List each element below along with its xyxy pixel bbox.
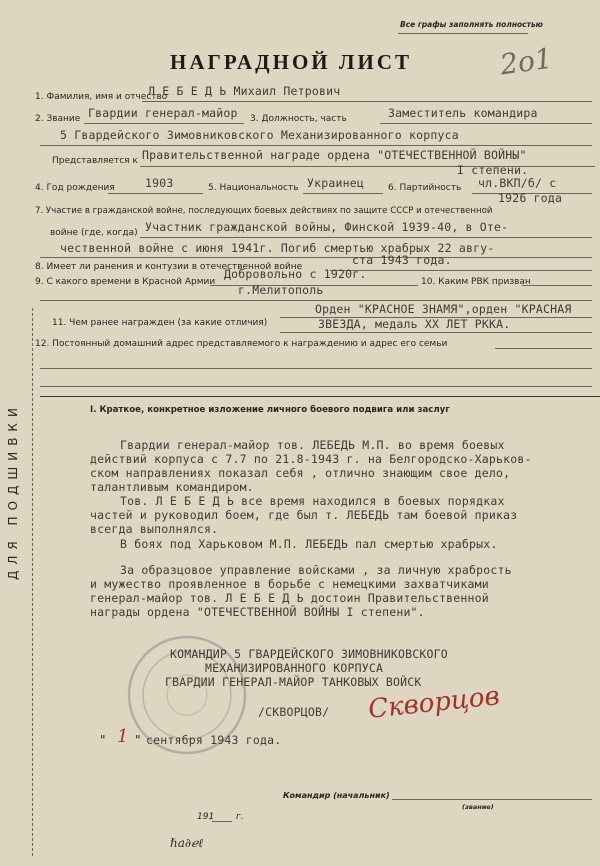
field-7-value-line2: чественной войне с июня 1941г. Погиб смертью храбрых 22 авгу- (60, 241, 495, 255)
presented-value-2: I степени. (457, 163, 529, 177)
field-11-value-line2: ЗВЕЗДА, медаль ХХ ЛЕТ РККА. (318, 317, 511, 331)
section-separator (40, 396, 600, 397)
footer-year: 191 (197, 812, 215, 822)
footer-commander-line (392, 799, 592, 800)
field-7-label-2: войне (где, когда) (50, 228, 138, 238)
commander-line2: МЕХАНИЗИРОВАННОГО КОРПУСА (205, 661, 384, 675)
field-7-line1 (140, 237, 592, 238)
field-6-value-2: 1926 года (498, 191, 563, 205)
corner-mark: ℏа∂ℯℓ (170, 836, 204, 850)
field-3-value-line1: Заместитель командира (388, 106, 538, 120)
section-heading: I. Краткое, конкретное изложение личного боевого подвига или заслуг (90, 405, 450, 415)
field-8-line (330, 270, 592, 271)
field-1-value: Л Е Б Е Д Ь Михаил Петрович (148, 84, 341, 98)
commander-line3: ГВАРДИИ ГЕНЕРАЛ-МАЙОР ТАНКОВЫХ ВОЙСК (165, 675, 422, 689)
narrative-line: Тов. Л Е Б Е Д Ь все время находился в боевых порядках (120, 494, 505, 508)
footer-year-line (212, 821, 232, 822)
field-6-value: чл.ВКП/б/ с (478, 176, 557, 190)
binding-line (32, 308, 33, 856)
field-7-value-line1: Участник гражданской войны, Финской 1939-40, в Оте- (145, 220, 509, 234)
narrative-line: ском направлениях показал себя , отлично знающим свое дело, (90, 466, 511, 480)
date-text: сентября 1943 года. (146, 733, 282, 747)
document-title: НАГРАДНОЙ ЛИСТ (170, 50, 413, 74)
field-9-value-2: г.Мелитополь (238, 283, 324, 297)
field-5-line (303, 193, 383, 194)
commander-name: /СКВОРЦОВ/ (258, 705, 330, 719)
footer-year-suffix: г. (236, 812, 244, 822)
narrative-line: генерал-майор тов. Л Е Б Е Д Ь достоин Правительственной (90, 591, 489, 605)
side-label: ДЛЯ ПОДШИВКИ (6, 402, 20, 580)
commander-signature: Скворцов (366, 681, 501, 725)
field-5-value: Украинец (307, 176, 364, 190)
field-7-label: 7. Участие в гражданской войне, последующих боевых действиях по защите СССР и отечественной (35, 206, 493, 216)
date-close-quote: " (135, 733, 141, 747)
field-9-value: Добровольно с 1920г. (224, 267, 367, 281)
footer-commander-label: Командир (начальник) (283, 791, 390, 800)
field-4-value: 1903 (145, 176, 174, 190)
narrative-line: всегда выполнялся. (90, 522, 219, 536)
field-3-value-line2: 5 Гвардейского Зимовниковского Механизированного корпуса (60, 128, 459, 142)
narrative-line: За образцовое управление войсками , за личную храбрость (120, 563, 512, 577)
field-12-line2 (40, 368, 592, 369)
field-9-label: 9. С какого времени в Красной Армии (35, 277, 216, 287)
narrative-line: В боях под Харьковом М.П. ЛЕБЕДЬ пал смертью храбрых. (120, 537, 498, 551)
field-10-label: 10. Каким РВК призван (421, 277, 531, 287)
date-day: 1 (117, 726, 129, 747)
field-7-line2 (40, 257, 592, 258)
field-4-label: 4. Год рождения (35, 183, 115, 193)
header-note: Все графы заполнять полностью (400, 20, 543, 29)
presented-value: Правительственной награде ордена "ОТЕЧЕСТВЕННОЙ ВОЙНЫ" (142, 148, 527, 162)
field-4-line (108, 193, 203, 194)
field-10-line (522, 285, 592, 286)
narrative-line: частей и руководил боем, где был т. ЛЕБЕДЬ там боевой приказ (90, 508, 518, 522)
commander-line1: КОМАНДИР 5 ГВАРДЕЙСКОГО ЗИМОВНИКОВСКОГО (170, 647, 448, 661)
field-11-label: 11. Чем ранее награжден (за какие отличия) (52, 318, 268, 328)
narrative-line: Гвардии генерал-майор тов. ЛЕБЕДЬ М.П. во время боевых (120, 438, 505, 452)
narrative-line: действий корпуса с 7.7 по 21.8-1943 г. на Белгородско-Харьков- (90, 452, 532, 466)
field-12-line1 (495, 348, 592, 349)
field-5-label: 5. Национальность (208, 183, 299, 193)
header-note-underline (398, 33, 528, 34)
field-3-line2 (40, 145, 592, 146)
field-2-value: Гвардии генерал-майор (88, 106, 238, 120)
field-12-line3 (40, 386, 592, 387)
archive-mark: 2о1 (497, 41, 555, 82)
field-2-line (84, 123, 244, 124)
presented-label: Представляется к (52, 156, 138, 166)
field-6-label: 6. Партийность (388, 183, 462, 193)
field-2-label: 2. Звание (35, 114, 81, 124)
field-8-value: ста 1943 года. (352, 253, 452, 267)
field-1-line (142, 101, 592, 102)
field-11-value-line1: Орден "КРАСНОЕ ЗНАМЯ",орден "КРАСНАЯ (315, 302, 572, 316)
field-10-line-2 (40, 300, 592, 301)
field-12-label: 12. Постоянный домашний адрес представляемого к награждению и адрес его семьи (35, 339, 448, 349)
field-11-line2 (280, 332, 592, 333)
narrative-line: и мужество проявленное в борьбе с немецкими захватчиками (90, 577, 489, 591)
narrative-line: награды ордена "ОТЕЧЕСТВЕННОЙ ВОЙНЫ I степени". (90, 605, 425, 619)
field-8-label: 8. Имеет ли ранения и контузии в отечественной войне (35, 262, 303, 272)
field-3-label: 3. Должность, часть (250, 114, 347, 124)
date-open-quote: " (100, 733, 106, 747)
footer-rank-label: (звание) (462, 803, 494, 811)
field-1-label: 1. Фамилия, имя и отчество (35, 92, 168, 102)
field-3-line (380, 123, 592, 124)
narrative-line: талантливым командиром. (90, 480, 254, 494)
